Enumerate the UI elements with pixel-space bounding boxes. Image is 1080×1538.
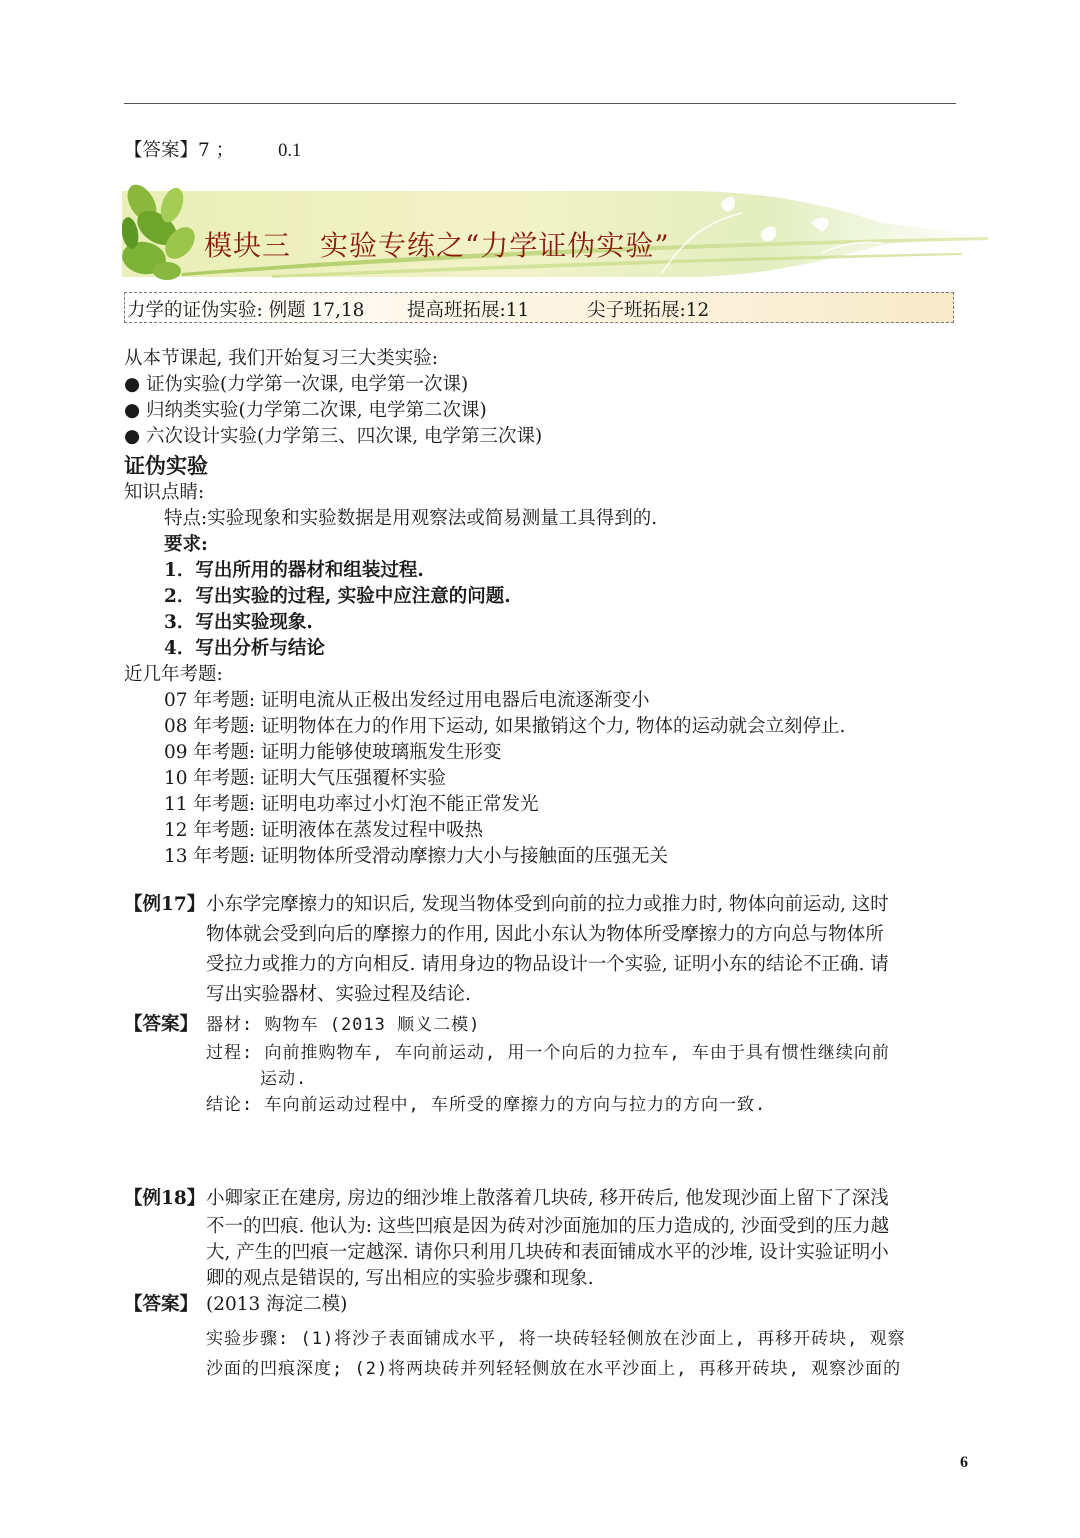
module-title: 模块三 实验专练之“力学证伪实验”: [204, 229, 670, 262]
info-part-3: 尖子班拓展:12: [587, 300, 710, 321]
example-18-text: 小卿家正在建房, 房边的细沙堆上散落着几块砖, 移开砖后, 他发现沙面上留下了深浅: [206, 1188, 889, 1209]
answer-value-2: 0.1: [278, 141, 302, 161]
knowledge-label: 知识点睛:: [124, 482, 205, 503]
requirement-item: 1．写出所用的器材和组装过程.: [164, 560, 424, 581]
intro-bullet: ● 六次设计实验(力学第三、四次课, 电学第三次课): [124, 426, 543, 447]
exam-item: 12 年考题: 证明液体在蒸发过程中吸热: [164, 820, 484, 841]
info-part-1: 力学的证伪实验: 例题 17,18: [127, 300, 365, 321]
example-17-answer: 过程: 向前推购物车, 车向前运动, 用一个向后的力拉车, 车由于具有惯性继续向前: [206, 1043, 890, 1063]
example-18-label: 【例18】: [124, 1188, 206, 1209]
example-18-text: 大, 产生的凹痕一定越深. 请你只利用几块砖和表面铺成水平的沙堆, 设计实验证明小: [206, 1242, 889, 1263]
example-18-text: 卿的观点是错误的, 写出相应的实验步骤和现象.: [206, 1268, 594, 1289]
exam-item: 11 年考题: 证明电功率过小灯泡不能正常发光: [164, 794, 539, 815]
exam-item: 08 年考题: 证明物体在力的作用下运动, 如果撤销这个力, 物体的运动就会立刻停止.: [164, 716, 846, 737]
header-rule: [124, 103, 956, 104]
answer-label: 【答案】: [124, 140, 199, 161]
exam-item: 13 年考题: 证明物体所受滑动摩擦力大小与接触面的压强无关: [164, 846, 669, 867]
example-18-answer-label: 【答案】: [124, 1294, 199, 1315]
info-bar: [124, 292, 954, 323]
requirements-label: 要求:: [164, 534, 208, 555]
exam-item: 09 年考题: 证明力能够使玻璃瓶发生形变: [164, 742, 502, 763]
example-17-text: 物体就会受到向后的摩擦力的作用, 因此小东认为物体所受摩擦力的方向总与物体所: [206, 924, 884, 945]
example-17-answer: 运动.: [260, 1069, 308, 1089]
example-17-answer: 器材: 购物车 (2013 顺义二模): [206, 1015, 481, 1035]
requirement-item: 2．写出实验的过程, 实验中应注意的问题.: [164, 586, 511, 607]
exam-label: 近几年考题:: [124, 664, 223, 685]
example-17-label: 【例17】: [124, 894, 206, 915]
intro-bullet: ● 证伪实验(力学第一次课, 电学第一次课): [124, 374, 469, 395]
example-18-text: 不一的凹痕. 他认为: 这些凹痕是因为砖对沙面施加的压力造成的, 沙面受到的压力越: [206, 1216, 890, 1237]
page-number: 6: [960, 1454, 968, 1471]
example-18-answer: (2013 海淀二模): [206, 1294, 348, 1315]
example-18-answer: 沙面的凹痕深度; (2)将两块砖并列轻轻侧放在水平沙面上, 再移开砖块, 观察沙面的: [206, 1359, 902, 1379]
example-17-answer: 结论: 车向前运动过程中, 车所受的摩擦力的方向与拉力的方向一致.: [206, 1095, 767, 1115]
feature-text: 特点:实验现象和实验数据是用观察法或简易测量工具得到的.: [164, 508, 658, 529]
exam-item: 10 年考题: 证明大气压强覆杯实验: [164, 768, 447, 789]
requirement-item: 4．写出分析与结论: [164, 638, 325, 659]
info-part-2: 提高班拓展:11: [407, 300, 530, 321]
answer-value: 7 ；: [198, 140, 235, 161]
answer-line: [124, 138, 301, 164]
exam-item: 07 年考题: 证明电流从正极出发经过用电器后电流逐渐变小: [164, 690, 650, 711]
intro-bullet: ● 归纳类实验(力学第二次课, 电学第二次课): [124, 400, 487, 421]
example-17-text: 受拉力或推力的方向相反. 请用身边的物品设计一个实验, 证明小东的结论不正确. 请: [206, 954, 889, 975]
example-17-text: 小东学完摩擦力的知识后, 发现当物体受到向前的拉力或推力时, 物体向前运动, 这时: [206, 894, 889, 915]
example-17-text: 写出实验器材、实验过程及结论.: [206, 984, 471, 1005]
example-17-answer-label: 【答案】: [124, 1014, 199, 1035]
example-18-answer: 实验步骤: (1)将沙子表面铺成水平, 将一块砖轻轻侧放在沙面上, 再移开砖块, 观察: [206, 1329, 906, 1349]
section-title: 证伪实验: [124, 453, 208, 478]
requirement-item: 3．写出实验现象.: [164, 612, 313, 633]
intro-line: 从本节课起, 我们开始复习三大类实验:: [124, 348, 438, 369]
